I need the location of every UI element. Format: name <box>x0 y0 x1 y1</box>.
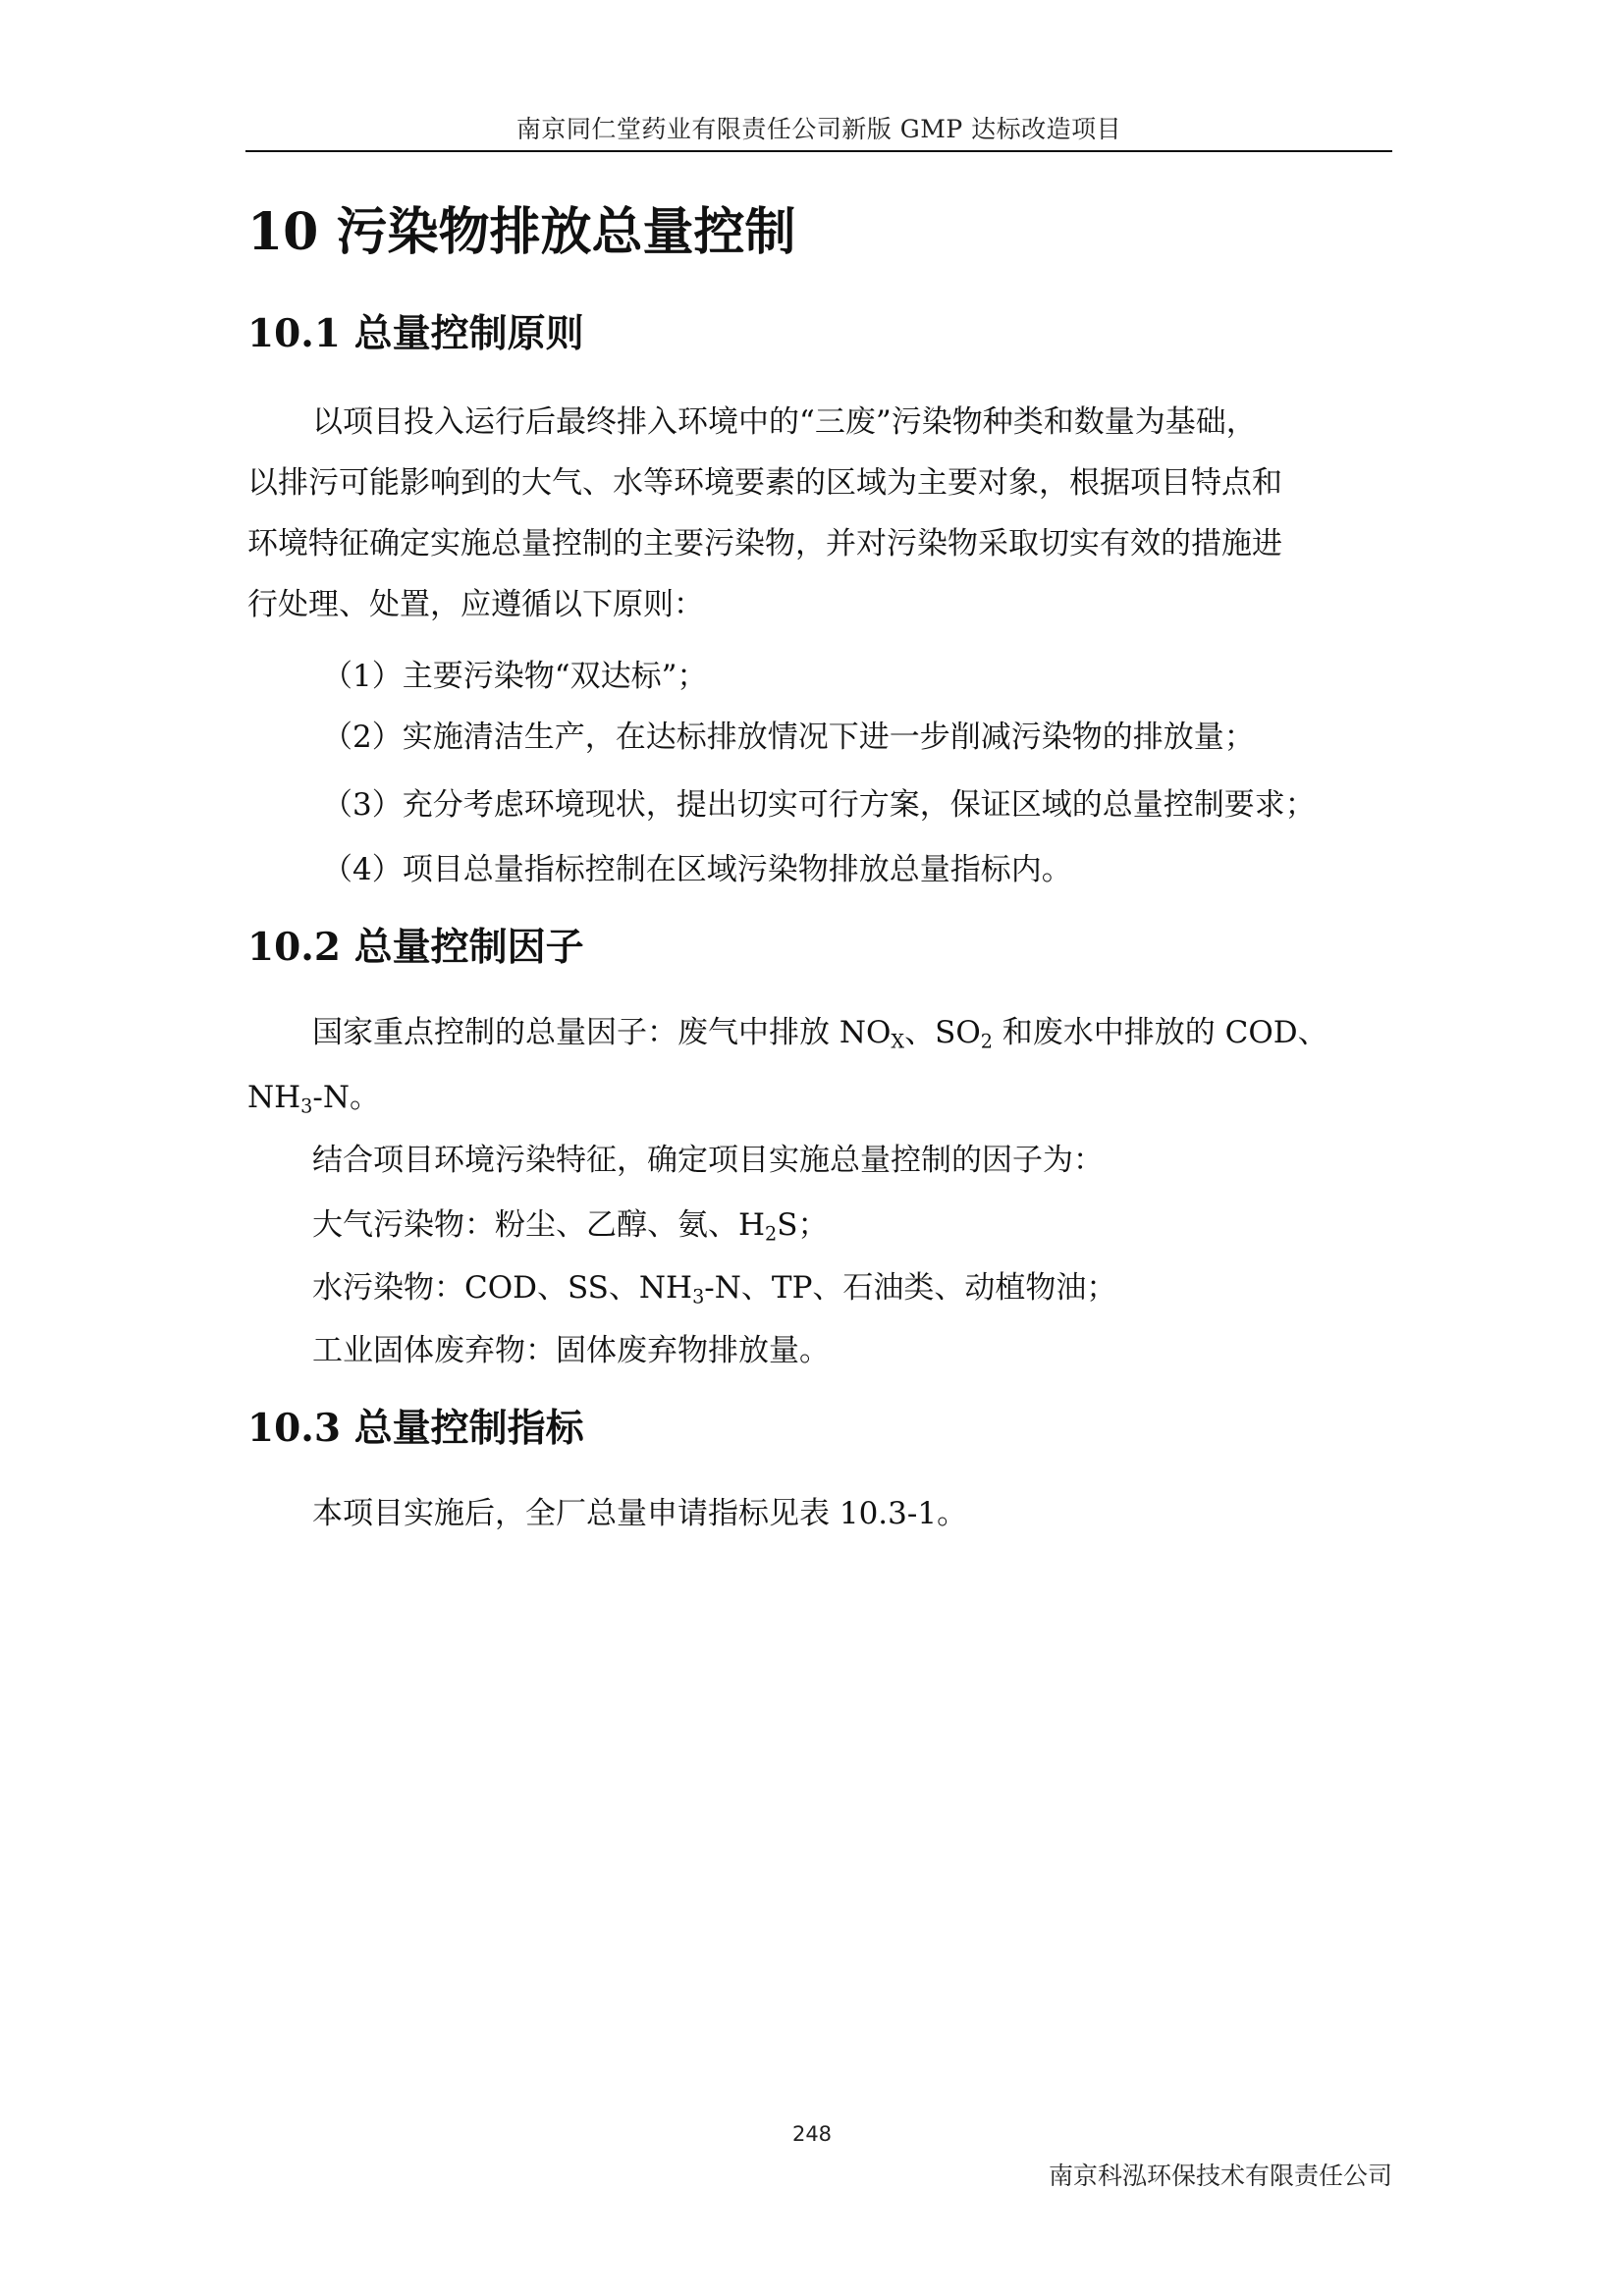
air-pollutants-tail: S； <box>777 1207 829 1243</box>
h2s-subscript: 2 <box>765 1222 778 1246</box>
water-pollutants-lead: 水污染物：COD、SS、NH <box>312 1270 693 1306</box>
header-divider <box>245 150 1392 152</box>
national-factors-lead: 国家重点控制的总量因子：废气中排放 NO <box>312 1015 892 1050</box>
principle-item-1: （1）主要污染物“双达标”； <box>322 659 708 694</box>
national-factors-line-1 <box>312 1013 1328 1052</box>
section-heading-10-3: 10.3 总量控制指标 <box>247 1406 584 1451</box>
principle-intro-line-4: 行处理、处置，应遵循以下原则： <box>247 587 704 622</box>
principle-intro-line-2: 以排污可能影响到的大气、水等环境要素的区域为主要对象，根据项目特点和 <box>247 465 1282 501</box>
national-factors-tail: 和废水中排放的 COD、 <box>992 1015 1328 1050</box>
footer-company-name: 南京科泓环保技术有限责任公司 <box>1048 2162 1392 2190</box>
national-factors-line-2 <box>247 1078 380 1117</box>
running-header-title: 南京同仁堂药业有限责任公司新版 GMP 达标改造项目 <box>515 115 1122 143</box>
water-pollutants-line <box>312 1268 1116 1308</box>
national-factors-sep: 、SO <box>904 1015 981 1050</box>
total-indicator-paragraph: 本项目实施后，全厂总量申请指标见表 10.3-1。 <box>312 1496 968 1531</box>
nh3-subscript: 3 <box>300 1095 313 1118</box>
water-nh3-subscript: 3 <box>692 1285 705 1308</box>
so2-subscript: 2 <box>980 1030 993 1053</box>
nox-subscript: X <box>891 1030 905 1053</box>
nh3n-lead: NH <box>247 1080 301 1115</box>
section-heading-10-2: 10.2 总量控制因子 <box>247 925 584 970</box>
principle-item-2: （2）实施清洁生产，在达标排放情况下进一步削减污染物的排放量； <box>322 720 1255 755</box>
principle-item-4: （4）项目总量指标控制在区域污染物排放总量指标内。 <box>322 852 1072 887</box>
water-pollutants-tail: -N、TP、石油类、动植物油； <box>704 1270 1117 1306</box>
page-number: 248 <box>791 2122 833 2146</box>
chapter-title: 10 污染物排放总量控制 <box>247 202 796 262</box>
section-heading-10-1: 10.1 总量控制原则 <box>247 311 584 356</box>
principle-intro-line-1: 以项目投入运行后最终排入环境中的“三废”污染物种类和数量为基础， <box>312 404 1257 440</box>
principle-intro-line-3: 环境特征确定实施总量控制的主要污染物，并对污染物采取切实有效的措施进 <box>247 526 1282 561</box>
air-pollutants-lead: 大气污染物：粉尘、乙醇、氨、H <box>312 1207 766 1243</box>
principle-item-3: （3）充分考虑环境现状，提出切实可行方案，保证区域的总量控制要求； <box>322 787 1316 823</box>
air-pollutants-line <box>312 1205 829 1245</box>
combined-factors-intro: 结合项目环境污染特征，确定项目实施总量控制的因子为： <box>312 1143 1104 1178</box>
solid-waste-line: 工业固体废弃物：固体废弃物排放量。 <box>312 1333 830 1368</box>
nh3n-tail: -N。 <box>312 1080 380 1115</box>
